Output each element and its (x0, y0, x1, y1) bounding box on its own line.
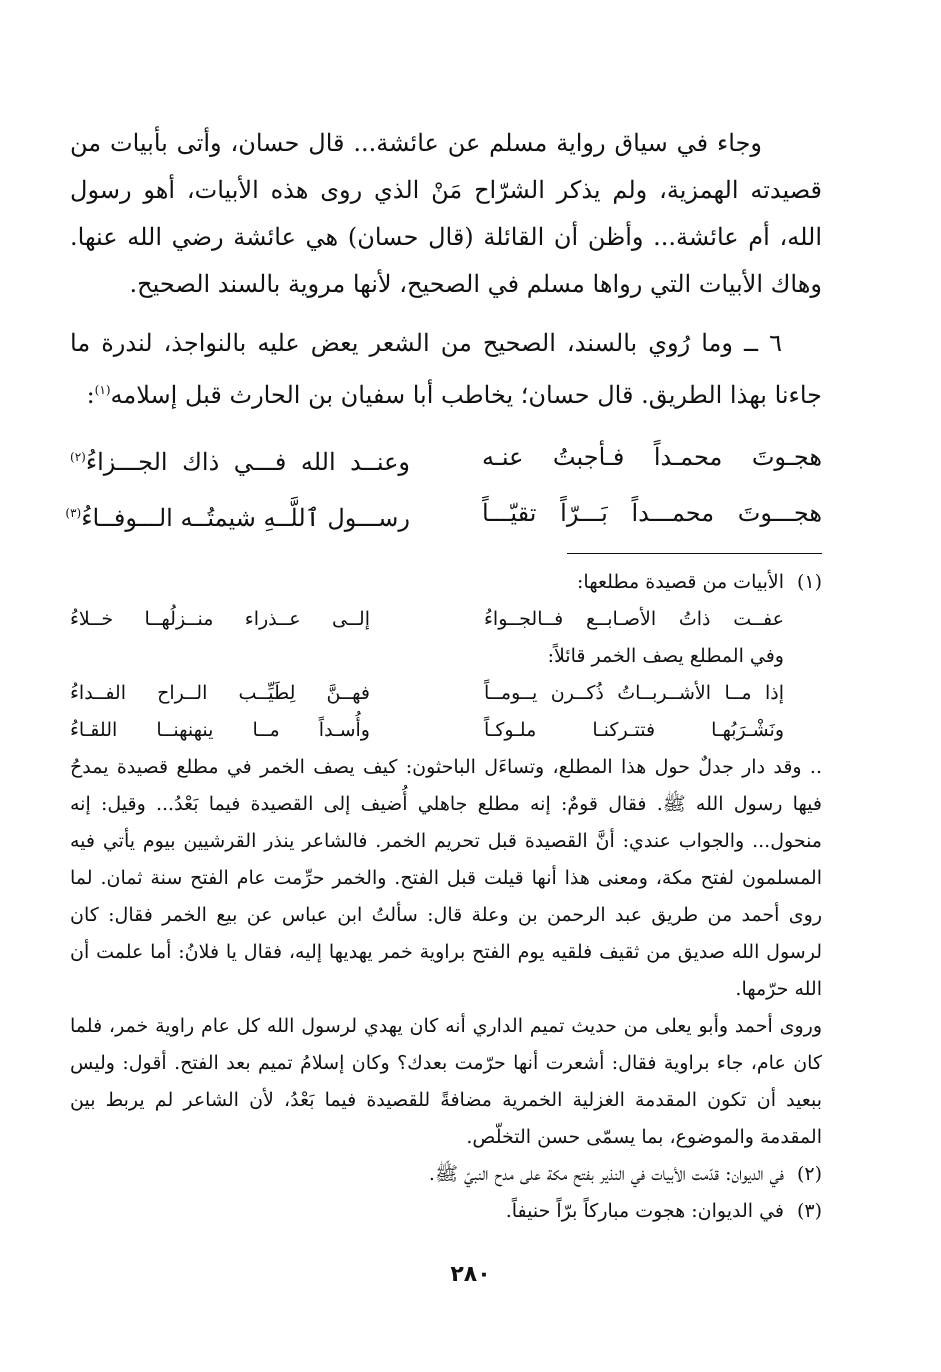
footnote-verse-2 (70, 675, 822, 712)
footnotes (70, 564, 822, 1230)
footnote-3-text: في الديوان: هجوت مباركاً برّاً حنيفاً. (505, 1200, 784, 1222)
verse-1-second-text: وعنــد الله فـــي ذاك الجـــزاءُ (85, 448, 410, 476)
verse-2-second-text: رســـول ٱللَّــهِ شيمتُــه الـــوفــاءُ (81, 504, 410, 532)
footnote-1-header (70, 564, 822, 601)
footnote-2-number: (٢) (796, 1163, 822, 1185)
footnote-ref-3: (٣) (65, 506, 82, 520)
footnote-1-number: (١) (796, 571, 822, 593)
footnote-1-intro: الأبيات من قصيدة مطلعها: (577, 571, 784, 593)
page-body (65, 120, 822, 1230)
paragraph-1: وجاء في سياق رواية مسلم عن عائشة... قال حسان، وأتى بأبيات من قصيدته الهمزية، ولم يذكر الشرّاح مَنْ الذي روى هذه الأبيات، أهو رسول الله، أم عائشة... وأظن أن القائلة (قال حسان) هي عائشة رضي الله عنها. وهاك الأبيات التي رواها مسلم في الصحيح، لأنها مروية بالسند الصحيح. (70, 129, 822, 298)
footnote-1-text: .. وقد دار جدلٌ حول هذا المطلع، وتساءَل الباحثون: كيف يصف الخمر في مطلع قصيدة يمدحُ فيها رسول الله ﷺ. فقال قومٌ: إنه مطلع جاهلي أُضيف إلى القصيدة فيما بَعْدُ... وقيل: إنه منحول... والجواب عندي: أنَّ القصيدة قبل تحريم الخمر. فالشاعر ينذر القرشيين بيوم يأتي فيه المسلمون لفتح مكة، ومعنى هذا أنها قيلت قبل الفتح. والخمر حرِّمت عام الفتح سنة ثمان. لما روى أحمد من طريق عبد الرحمن بن وعلة قال: سألتُ ابن عباس عن بيع الخمر فقال: كان لرسول الله صديق من ثقيف فلقيه يوم الفتح براوية خمر يهديها إليه، فقال يا فلانُ: أما علمت أن الله حرّمها. (70, 756, 822, 1000)
verse-1 (70, 429, 822, 485)
footnote-1-mid-text: وفي المطلع يصف الخمر قائلاً: (547, 645, 784, 667)
footnote-ref-1: (١) (94, 383, 111, 397)
verse-1-first-hemistich: هجـوتَ محمـداً فـأجبتُ عنـه (482, 443, 822, 471)
verse-1-second-hemistich (70, 429, 410, 485)
footnote-verse-1-second: إلــى عــذراء منــزلُهــا خــلاءُ (70, 608, 370, 630)
verse-2-second-hemistich (65, 485, 410, 541)
footnote-verse-3 (70, 712, 822, 749)
poem (65, 429, 822, 541)
page-number: ٢٨٠ (450, 1262, 491, 1287)
footnote-3 (70, 1193, 822, 1230)
footnote-1-text-2: وروى أحمد وأبو يعلى من حديث تميم الداري أنه كان يهدي لرسول الله كل عام راوية خمر، فلما كان عام، جاء براوية فقال: أشعرت أنها حرّمت بعدك؟ وكان إسلامُ تميم بعد الفتح. أقول: وليس ببعيد أن تكون المقدمة الغزلية الخمرية مضافةً للقصيدة فيما بَعْدُ، لأن الشاعر لم يربط بين المقدمة والموضوع، بما يسمّى حسن التخلّص. (70, 1015, 822, 1148)
paragraph-2-colon: : (86, 381, 95, 409)
footnote-ref-2: (٢) (70, 450, 86, 464)
footnote-2 (70, 1156, 822, 1193)
footnote-1-mid (70, 638, 822, 675)
verse-2-first-hemistich: هجـــوتَ محمـــداً بَـــرّاً تقيّـــاً (482, 499, 822, 527)
footnote-separator (567, 553, 822, 554)
footnote-verse-2-first: إذا مــا الأشــربــاتُ ذُكــرن يــومــاً (484, 682, 784, 704)
footnote-3-number: (٣) (796, 1200, 822, 1222)
verse-2 (65, 485, 822, 541)
paragraph-2-text: ٦ ــ وما رُوي بالسند، الصحيح من الشعر يعض عليه بالنواجذ، لندرة ما جاءنا بهذا الطريق. قال حسان؛ يخاطب أبا سفيان بن الحارث قبل إسلامه (70, 329, 822, 409)
paragraph-2 (70, 320, 822, 419)
footnote-verse-2-second: فهــنَّ لِطَيِّــب الــراح الفــداءُ (70, 682, 370, 704)
footnote-verse-3-second: وأُسـداً مــا ينهنهنــا اللقـاءُ (70, 719, 370, 741)
footnote-2-text: في الديوان: قدّمت الأبيات في النذير بفتح مكة على مدح النبيّ ﷺ. (428, 1163, 784, 1185)
footnote-verse-1-first: عفــت ذاتُ الأصـابــع فــالجــواءُ (484, 608, 784, 630)
footnote-verse-1 (70, 601, 822, 638)
footnote-verse-3-first: ونَشْـرَبُهـا فتتـركنـا ملـوكـاً (484, 719, 784, 741)
